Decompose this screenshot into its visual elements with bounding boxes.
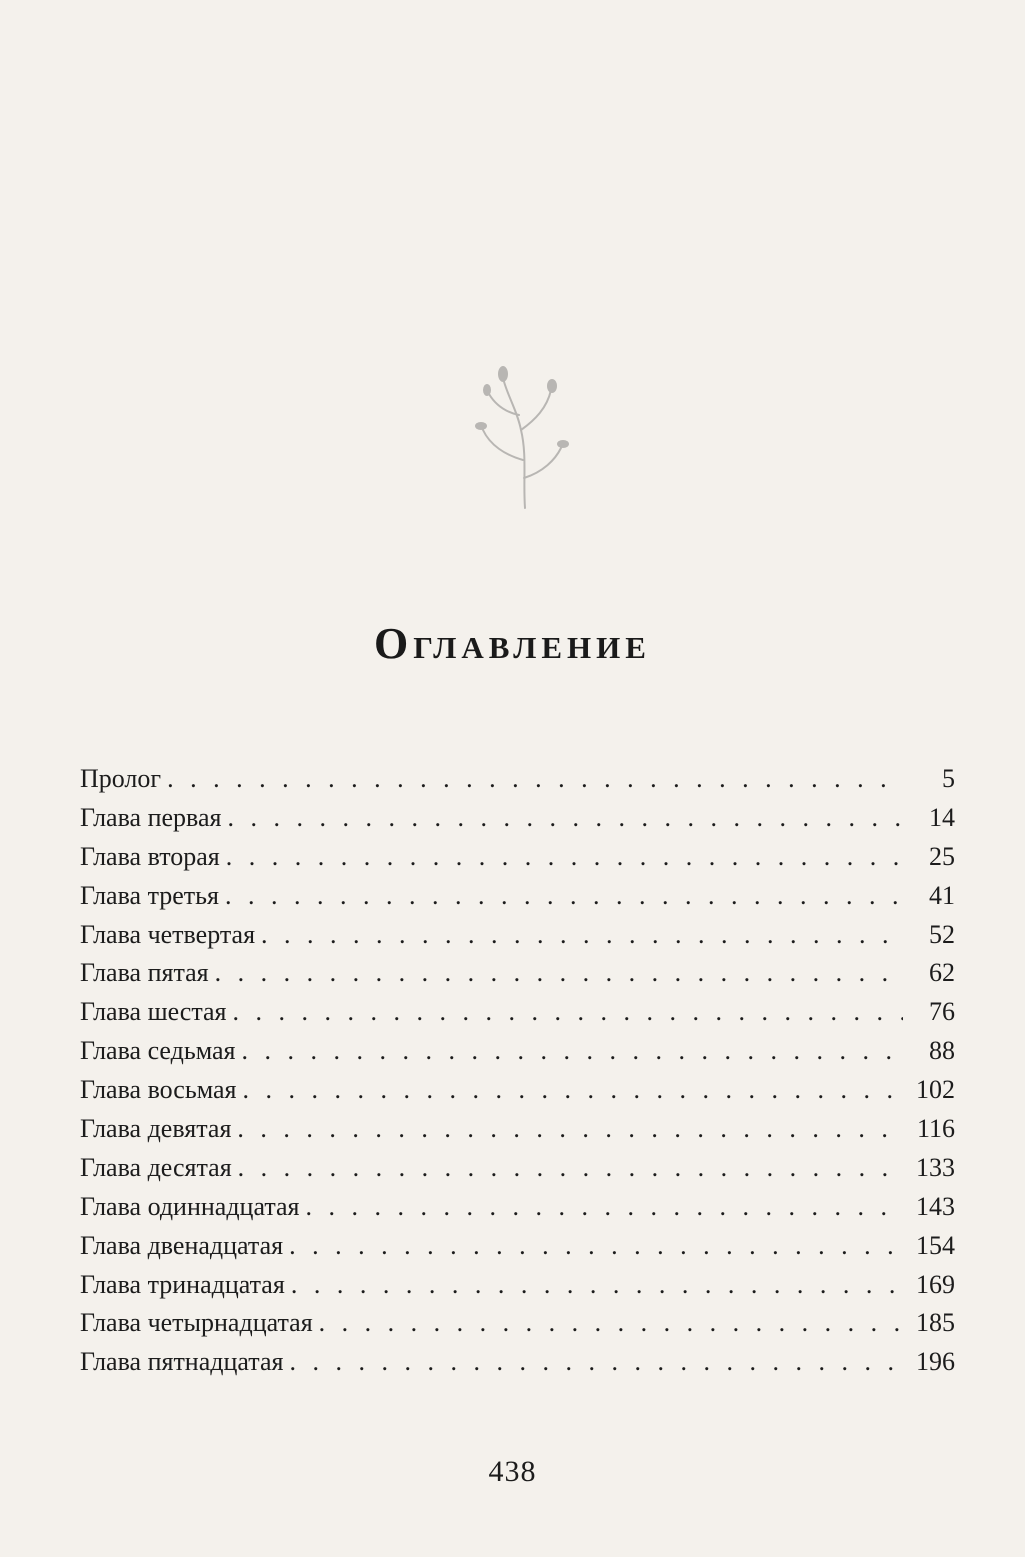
toc-entry bbox=[80, 1343, 955, 1382]
toc-entry-page: 133 bbox=[916, 1152, 955, 1182]
toc-entry-page: 62 bbox=[929, 958, 955, 988]
toc-leader-dots bbox=[261, 916, 903, 955]
toc-entry-page: 196 bbox=[916, 1347, 955, 1377]
toc-entry-title: Глава шестая bbox=[80, 997, 227, 1027]
toc-entry-title: Глава восьмая bbox=[80, 1075, 237, 1105]
toc-leader-dots bbox=[238, 1149, 903, 1188]
toc-entry-page: 116 bbox=[916, 1114, 955, 1144]
toc-entry bbox=[80, 1266, 955, 1305]
toc-entry-title: Глава пятнадцатая bbox=[80, 1347, 284, 1377]
toc-entry-title: Глава двенадцатая bbox=[80, 1230, 284, 1260]
toc-entry bbox=[80, 838, 955, 877]
toc-entry bbox=[80, 1188, 955, 1227]
toc-leader-dots bbox=[225, 877, 903, 916]
toc-entry-title: Глава пятая bbox=[80, 958, 209, 988]
toc-leader-dots bbox=[241, 1032, 903, 1071]
toc-entry-page: 25 bbox=[929, 841, 955, 871]
toc-leader-dots bbox=[226, 838, 903, 877]
toc-entry bbox=[80, 1149, 955, 1188]
toc-entry bbox=[80, 1110, 955, 1149]
toc-entry-page: 88 bbox=[929, 1036, 955, 1066]
toc-leader-dots bbox=[215, 954, 903, 993]
toc-entry-page: 5 bbox=[942, 764, 955, 793]
toc-entry-title: Глава четвертая bbox=[80, 919, 256, 949]
toc-leader-dots bbox=[227, 799, 903, 838]
toc-leader-dots bbox=[242, 1071, 903, 1110]
page-number: 438 bbox=[488, 1455, 537, 1488]
toc-entry-page: 154 bbox=[916, 1230, 955, 1260]
toc-entry bbox=[80, 877, 955, 916]
toc-entry bbox=[80, 993, 955, 1032]
toc-entry bbox=[80, 954, 955, 993]
toc-entry-page: 102 bbox=[916, 1075, 955, 1105]
toc-heading: Оглавление bbox=[374, 619, 651, 668]
toc-entry-title: Глава третья bbox=[80, 880, 219, 910]
toc-entry bbox=[80, 1032, 955, 1071]
toc-entry-page: 52 bbox=[929, 919, 955, 949]
toc-entry-title: Глава тринадцатая bbox=[80, 1269, 285, 1299]
toc-leader-dots bbox=[289, 1343, 903, 1382]
toc-entry bbox=[80, 1227, 955, 1266]
toc-leader-dots bbox=[233, 993, 904, 1032]
toc-entry-title: Глава седьмая bbox=[80, 1036, 236, 1066]
floral-ornament-icon bbox=[455, 360, 585, 510]
toc-leader-dots bbox=[167, 760, 903, 799]
toc-leader-dots bbox=[306, 1188, 903, 1227]
toc-entry bbox=[80, 916, 955, 955]
table-of-contents bbox=[80, 760, 955, 1382]
toc-entry-title: Глава десятая bbox=[80, 1152, 232, 1182]
toc-entry-title: Пролог bbox=[80, 764, 162, 793]
toc-entry-page: 169 bbox=[916, 1269, 955, 1299]
toc-entry-title: Глава одиннадцатая bbox=[80, 1191, 300, 1221]
toc-leader-dots bbox=[291, 1266, 903, 1305]
toc-leader-dots bbox=[289, 1227, 903, 1266]
toc-entry bbox=[80, 760, 955, 799]
toc-entry-title: Глава первая bbox=[80, 802, 222, 832]
toc-entry-title: Глава девятая bbox=[80, 1114, 232, 1144]
toc-entry bbox=[80, 799, 955, 838]
toc-entry-title: Глава вторая bbox=[80, 841, 220, 871]
toc-entry-page: 41 bbox=[929, 880, 955, 910]
toc-entry-title: Глава четырнадцатая bbox=[80, 1308, 313, 1338]
toc-entry-page: 76 bbox=[929, 997, 955, 1027]
toc-leader-dots bbox=[237, 1110, 903, 1149]
toc-entry-page: 14 bbox=[929, 802, 955, 832]
toc-entry-page: 143 bbox=[916, 1191, 955, 1221]
toc-entry-page: 185 bbox=[916, 1308, 955, 1338]
toc-entry bbox=[80, 1071, 955, 1110]
toc-entry bbox=[80, 1304, 955, 1343]
toc-leader-dots bbox=[319, 1304, 903, 1343]
